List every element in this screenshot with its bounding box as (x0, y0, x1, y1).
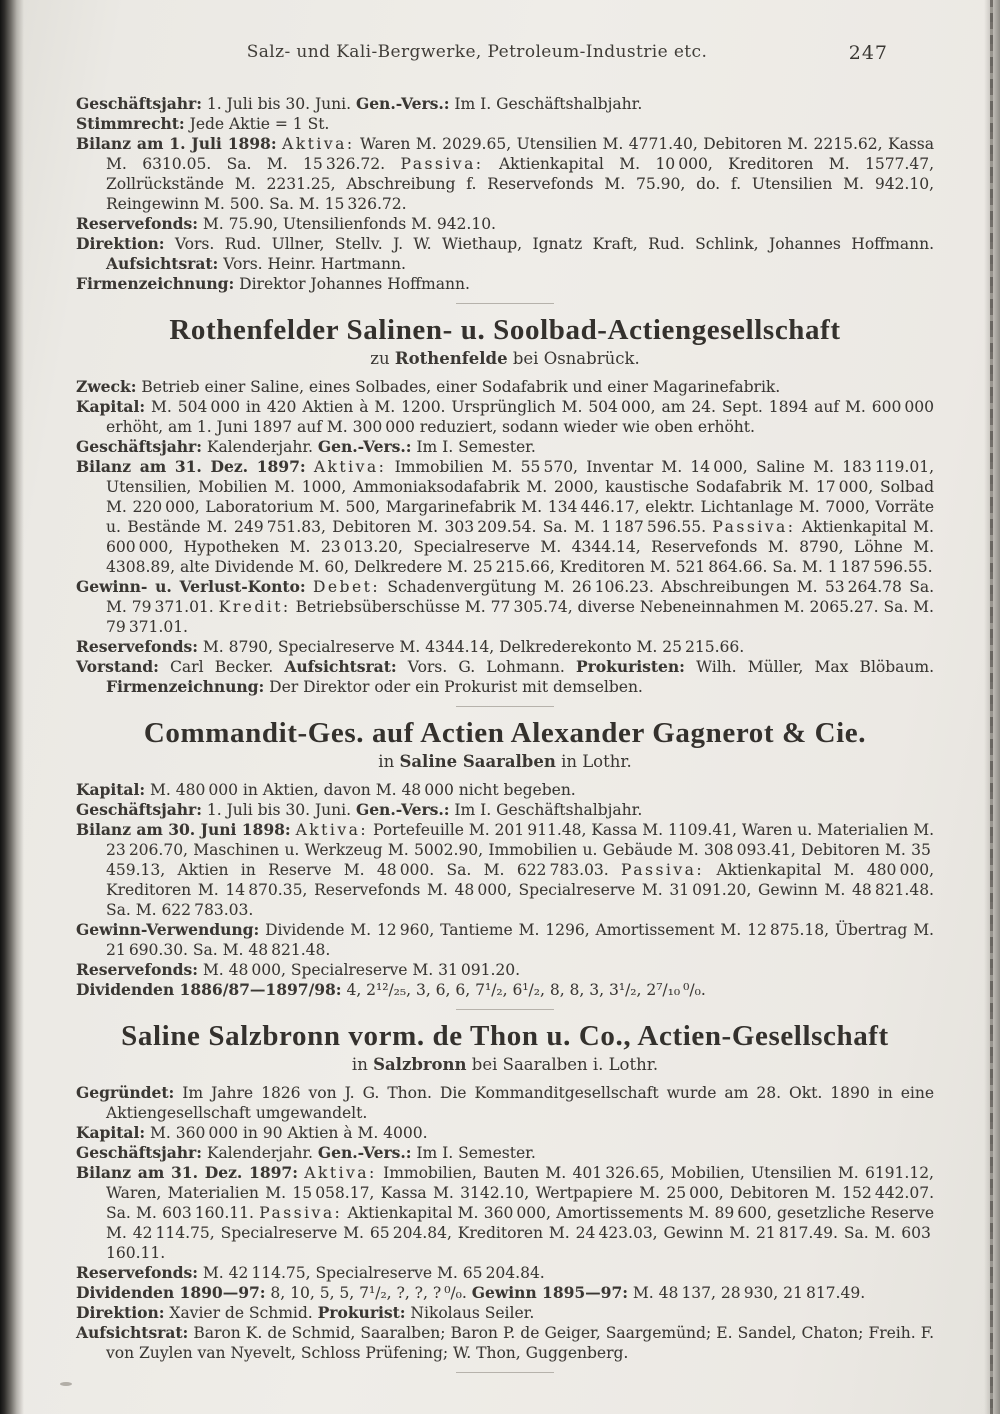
label-spaced: Passiva: (621, 861, 705, 879)
label-spaced: Aktiva: (304, 1164, 377, 1182)
label-bold: Direktion: (76, 1303, 165, 1322)
label-bold: Dividenden 1886/87—1897/98: (76, 980, 342, 999)
label-bold: Reservefonds: (76, 214, 198, 233)
entry-paragraph (76, 780, 934, 800)
label-bold: Salzbronn (373, 1055, 467, 1074)
label-spaced: Kredit: (218, 598, 291, 616)
entry-paragraph (76, 377, 934, 397)
label-bold: Prokurist: (317, 1303, 406, 1322)
entry-paragraph (76, 577, 934, 637)
text-run: Portefeuille M. 201 911.48, Kassa M. 1109.41, Waren u. Materialien M. 23 206.70, Maschinen u. Werkzeug M. 5002.90, Immobilien u. Gebäude M. 308 093.41, Debitoren M. 35 459.13, Aktien in Reserve M. 48 000. Sa. M. 622 783.03. (106, 821, 935, 879)
company-location (76, 1054, 934, 1075)
label-spaced: Passiva: (712, 518, 796, 536)
entry-paragraph (76, 1283, 934, 1303)
entry-paragraph (76, 920, 934, 960)
text-run: Im I. Geschäftshalbjahr. (449, 95, 643, 113)
text-run: Kalenderjahr. (201, 1144, 318, 1162)
label-bold: Aufsichtsrat: (284, 657, 397, 676)
label-bold: Kapital: (76, 397, 146, 416)
label-bold: Reservefonds: (76, 1263, 198, 1282)
entry-paragraph (76, 1263, 934, 1283)
label-bold: Bilanz am 31. Dez. 1897: (76, 1163, 298, 1182)
text-run: Im I. Semester. (411, 438, 536, 456)
label-bold: Direktion: (76, 234, 165, 253)
text-run: Schadenvergütung M. 26 106.23. Abschreibungen M. 53 264.78 Sa. M. 79 371.01. (106, 578, 934, 616)
entry-paragraph (76, 94, 934, 114)
label-bold: Rothenfelde (394, 349, 508, 368)
label-bold: Bilanz am 30. Juni 1898: (76, 820, 291, 839)
entry-paragraph (76, 980, 934, 1000)
label-spaced: Aktiva: (282, 135, 355, 153)
text-run: M. 48 000, Specialreserve M. 31 091.20. (197, 961, 521, 979)
company-entry (76, 1019, 934, 1363)
text-run: Carl Becker. (158, 658, 285, 676)
label-bold: Gen.-Vers.: (317, 1143, 412, 1162)
entry-paragraph (76, 437, 934, 457)
entry-paragraph (76, 960, 934, 980)
entry-paragraph (76, 657, 934, 697)
label-bold: Kapital: (76, 780, 146, 799)
label-spaced: Passiva: (259, 1204, 343, 1222)
entry-paragraph (76, 397, 934, 437)
text-run: Im I. Geschäftshalbjahr. (449, 801, 643, 819)
text-run: Kalenderjahr. (201, 438, 318, 456)
text-run: M. 48 137, 28 930, 21 817.49. (627, 1284, 866, 1302)
label-bold: Zweck: (76, 377, 137, 396)
section-divider (456, 1009, 554, 1010)
text-run: M. 8790, Specialreserve M. 4344.14, Delkrederekonto M. 25 215.66. (197, 638, 745, 656)
text-run: M. 504 000 in 420 Aktien à M. 1200. Ursprünglich M. 504 000, am 24. Sept. 1894 auf M. 600 000 erhöht, am 1. Juni 1897 auf M. 300 000 reduziert, sodann wieder wie oben erhöht. (106, 398, 934, 436)
text-run: Immobilien, Bauten M. 401 326.65, Mobilien, Utensilien M. 6191.12, Waren, Materialien M. 15 058.17, Kassa M. 3142.10, Wertpapiere M. 25 000, Debitoren M. 152 442.07. Sa. M. 603 160.11. (106, 1164, 934, 1222)
label-bold: Gen.-Vers.: (355, 800, 450, 819)
text-run: Aktienkapital M. 480 000, Kreditoren M. 14 870.35, Reservefonds M. 48 000, Specialreserve M. 31 091.20, Gewinn M. 48 821.48. Sa. M. 622 783.03. (106, 861, 934, 919)
label-bold: Gegründet: (76, 1083, 175, 1102)
company-location (76, 348, 934, 369)
text-run: Vors. Heinr. Hartmann. (218, 255, 406, 273)
text-run: Waren M. 2029.65, Utensilien M. 4771.40, Debitoren M. 2215.62, Kassa M. 6310.05. Sa. M. 15 326.72. (106, 135, 934, 173)
label-bold: Stimmrecht: (76, 114, 185, 133)
label-bold: Gewinn- u. Verlust-Konto: (76, 577, 306, 596)
label-bold: Bilanz am 1. Juli 1898: (76, 134, 277, 153)
text-run: 1. Juli bis 30. Juni. (201, 95, 356, 113)
label-bold: Geschäftsjahr: (76, 800, 202, 819)
label-bold: Prokuristen: (575, 657, 685, 676)
entry-paragraph (76, 1143, 934, 1163)
text-run: Xavier de Schmid. (164, 1304, 318, 1322)
entry-paragraph (76, 134, 934, 214)
label-bold: Gewinn-Verwendung: (76, 920, 260, 939)
entry-paragraph (76, 637, 934, 657)
text-run: Aktienkapital M. 360 000, Amortissements M. 89 600, gesetzliche Reserve M. 42 114.75, Specialreserve M. 65 204.84, Kreditoren M. 24 423.03, Gewinn M. 21 817.49. Sa. M. 603 160.11. (106, 1204, 934, 1262)
text-run: in Lothr. (555, 752, 632, 771)
text-run: Betrieb einer Saline, eines Solbades, einer Sodafabrik und einer Magarinefabrik. (136, 378, 781, 396)
label-bold: Gen.-Vers.: (355, 94, 450, 113)
text-run: bei Saaralben i. Lothr. (466, 1055, 659, 1074)
company-title: Rothenfelder Salinen- u. Soolbad-Actiengesellschaft (169, 314, 841, 346)
text-run: in (351, 1055, 374, 1074)
text-run: zu (370, 349, 395, 368)
entry-paragraph (76, 800, 934, 820)
label-bold: Vorstand: (76, 657, 159, 676)
company-entry (76, 313, 934, 697)
entries (76, 94, 934, 1373)
text-run (306, 458, 314, 476)
label-bold: Geschäftsjahr: (76, 1143, 202, 1162)
label-spaced: Passiva: (400, 155, 484, 173)
label-bold: Firmenzeichnung: (106, 677, 265, 696)
entry-paragraph (76, 457, 934, 577)
scanned-page (76, 42, 934, 1382)
text-run: M. 360 000 in 90 Aktien à M. 4000. (145, 1124, 428, 1142)
section-divider (456, 303, 554, 304)
label-bold: Aufsichtsrat: (106, 254, 219, 273)
text-run: Im Jahre 1826 von J. G. Thon. Die Kommanditgesellschaft wurde am 28. Okt. 1890 in eine Aktiengesellschaft umgewandelt. (106, 1084, 934, 1122)
label-bold: Gewinn 1895—97: (471, 1283, 628, 1302)
text-run: in (378, 752, 400, 771)
text-run: Jede Aktie = 1 St. (184, 115, 330, 133)
company-entry (76, 716, 934, 1000)
entry-paragraph (76, 114, 934, 134)
text-run: Baron K. de Schmid, Saaralben; Baron P. de Geiger, Saargemünd; E. Sandel, Chaton; Freih. F. von Zuylen van Nyevelt, Schloss Prüfening; W. Thon, Guggenberg. (106, 1324, 934, 1362)
company-title: Commandit-Ges. auf Actien Alexander Gagnerot & Cie. (143, 717, 867, 749)
text-run: Wilh. Müller, Max Blöbaum. (684, 658, 934, 676)
company-location (76, 751, 934, 772)
label-bold: Bilanz am 31. Dez. 1897: (76, 457, 306, 476)
text-run: Vors. Rud. Ullner, Stellv. J. W. Wiethaup, Ignatz Kraft, Rud. Schlink, Johannes Hoffmann. (164, 235, 934, 253)
label-bold: Gen.-Vers.: (317, 437, 412, 456)
label-bold: Geschäftsjahr: (76, 94, 202, 113)
label-bold: Reservefonds: (76, 960, 198, 979)
ink-smudge (60, 1382, 72, 1386)
binding-shadow-left (0, 0, 24, 1414)
text-run: 1. Juli bis 30. Juni. (201, 801, 356, 819)
label-bold: Kapital: (76, 1123, 146, 1142)
label-spaced: Aktiva: (295, 821, 369, 839)
label-bold: Aufsichtsrat: (76, 1323, 189, 1342)
entry-paragraph (76, 1083, 934, 1123)
label-spaced: Aktiva: (313, 458, 387, 476)
running-header (76, 42, 934, 66)
text-run: Aktienkapital M. 10 000, Kreditoren M. 1577.47, Zollrückstände M. 2231.25, Abschreibung f. Reservefonds M. 75.90, do. f. Utensilien M. 942.10, Reingewinn M. 500. Sa. M. 15 326.72. (106, 155, 934, 213)
label-bold: Geschäftsjahr: (76, 437, 202, 456)
text-run: Im I. Semester. (411, 1144, 536, 1162)
text-run: M. 75.90, Utensilienfonds M. 942.10. (197, 215, 496, 233)
text-run: Direktor Johannes Hoffmann. (234, 275, 470, 293)
text-run: M. 480 000 in Aktien, davon M. 48 000 nicht begeben. (145, 781, 576, 799)
entry-paragraph (76, 820, 934, 920)
entry-paragraph (76, 1123, 934, 1143)
text-run: Der Direktor oder ein Prokurist mit demselben. (264, 678, 643, 696)
entry-paragraph (76, 1163, 934, 1263)
company-entry (76, 94, 934, 294)
page-number: 247 (848, 42, 888, 64)
label-spaced: Debet: (312, 578, 381, 596)
company-title: Saline Salzbronn vorm. de Thon u. Co., Actien-Gesellschaft (121, 1020, 889, 1052)
section-divider (456, 706, 554, 707)
text-run: Nikolaus Seiler. (405, 1304, 535, 1322)
text-run: Aktienkapital M. 600 000, Hypotheken M. 23 013.20, Specialreserve M. 4344.14, Reservefonds M. 8790, Löhne M. 4308.89, alte Dividende M. 60, Delkredere M. 25 215.66, Kreditoren M. 521 864.66. Sa. M. 1 187 596.55. (106, 518, 934, 576)
text-run: Vors. G. Lohmann. (396, 658, 576, 676)
label-bold: Saline Saaralben (399, 752, 556, 771)
label-bold: Reservefonds: (76, 637, 198, 656)
label-bold: Dividenden 1890—97: (76, 1283, 266, 1302)
text-run: Betriebsüberschüsse M. 77 305.74, diverse Nebeneinnahmen M. 2065.27. Sa. M. 79 371.01. (106, 598, 934, 636)
section-divider (456, 1372, 554, 1373)
text-run: Dividende M. 12 960, Tantieme M. 1296, Amortissement M. 12 875.18, Übertrag M. 21 690.30. Sa. M. 48 821.48. (106, 921, 934, 959)
entry-paragraph (76, 214, 934, 234)
entry-paragraph (76, 234, 934, 274)
running-header-title: Salz- und Kali-Bergwerke, Petroleum-Industrie etc. (246, 42, 708, 62)
page-edge-streak (990, 0, 993, 1414)
text-run: bei Osnabrück. (507, 349, 640, 368)
label-bold: Firmenzeichnung: (76, 274, 235, 293)
text-run (306, 578, 313, 596)
text-run: M. 42 114.75, Specialreserve M. 65 204.84. (197, 1264, 545, 1282)
text-run: 4, 2¹²/₂₅, 3, 6, 6, 7¹/₂, 6¹/₂, 8, 8, 3, 3¹/₂, 2⁷/₁₀ ⁰/₀. (341, 981, 706, 999)
entry-paragraph (76, 1323, 934, 1363)
entry-paragraph (76, 274, 934, 294)
text-run: Immobilien M. 55 570, Inventar M. 14 000, Saline M. 183 119.01, Utensilien, Mobilien M. 1000, Ammoniaksodafabrik M. 2000, kaustische Sodafabrik M. 17 000, Solbad M. 220 000, Laboratorium M. 500, Margarinefabrik M. 134 446.17, elektr. Lichtanlage M. 7000, Vorräte u. Bestände M. 249 751.83, Debitoren M. 303 209.54. Sa. M. 1 187 596.55. (106, 458, 934, 536)
text-run: 8, 10, 5, 5, 7¹/₂, ?, ?, ? ⁰/₀. (265, 1284, 472, 1302)
entry-paragraph (76, 1303, 934, 1323)
